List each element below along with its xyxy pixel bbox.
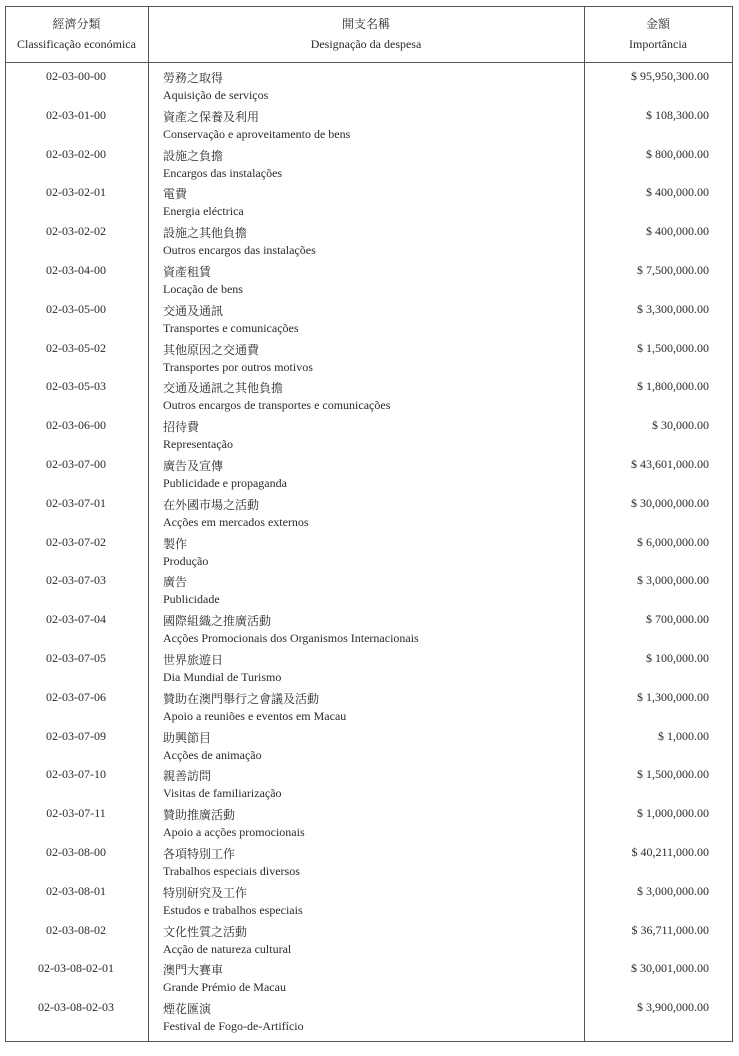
header-classification xyxy=(5,14,148,54)
row-designation-zh: 招待費 xyxy=(163,420,200,435)
row-designation-pt: Produção xyxy=(163,553,209,568)
header-classification-pt: Classificação económica xyxy=(17,37,136,51)
row-amount: $ 1,000,000.00 xyxy=(637,806,709,821)
row-code: 02-03-02-00 xyxy=(46,146,106,161)
row-designation-pt: Visitas de familiarização xyxy=(163,786,282,801)
header-designation-zh: 開支名稱 xyxy=(341,17,390,31)
row-designation-pt: Outros encargos das instalações xyxy=(163,243,316,258)
table-row xyxy=(5,920,733,959)
row-amount: $ 43,601,000.00 xyxy=(631,457,709,471)
row-amount: $ 1,300,000.00 xyxy=(637,689,709,704)
row-code: 02-03-07-01 xyxy=(46,495,106,510)
row-designation-pt: Energia eléctrica xyxy=(163,204,244,219)
table-row xyxy=(5,532,733,571)
table-row xyxy=(5,338,733,377)
row-amount: $ 3,300,000.00 xyxy=(637,301,709,316)
row-designation-zh: 贊助在澳門舉行之會議及活動 xyxy=(163,691,320,706)
row-code: 02-03-07-02 xyxy=(46,534,106,549)
budget-table xyxy=(5,6,733,1042)
row-designation-pt: Conservação e aproveitamento de bens xyxy=(163,126,351,141)
table-row xyxy=(5,803,733,842)
row-designation-zh: 製作 xyxy=(163,536,188,551)
table-row xyxy=(5,609,733,648)
row-designation-zh: 煙花匯演 xyxy=(163,1002,212,1017)
table-border-bottom xyxy=(5,1041,733,1042)
table-header xyxy=(5,6,733,62)
table-row xyxy=(5,997,733,1036)
row-designation-zh: 贊助推廣活動 xyxy=(163,808,236,823)
row-designation-pt: Acção de natureza cultural xyxy=(163,941,292,956)
row-amount: $ 6,000,000.00 xyxy=(637,534,709,549)
row-code: 02-03-00-00 xyxy=(46,69,106,83)
row-amount: $ 40,211,000.00 xyxy=(631,845,709,859)
row-designation-zh: 交通及通訊 xyxy=(163,303,224,318)
table-row xyxy=(5,687,733,726)
row-code: 02-03-05-02 xyxy=(46,340,106,355)
row-designation-pt: Acções de animação xyxy=(163,747,262,762)
row-designation-zh: 其他原因之交通費 xyxy=(163,342,260,357)
row-amount: $ 30,001,000.00 xyxy=(631,961,709,976)
row-designation-zh: 助興節目 xyxy=(163,730,212,745)
row-designation-zh: 廣告 xyxy=(163,575,188,590)
row-amount: $ 100,000.00 xyxy=(646,651,709,665)
header-designation-pt: Designação da despesa xyxy=(310,37,422,51)
row-designation-zh: 勞務之取得 xyxy=(163,71,224,85)
row-code: 02-03-07-06 xyxy=(46,689,106,704)
table-row xyxy=(5,648,733,687)
table-row xyxy=(5,182,733,221)
table-row xyxy=(5,493,733,532)
table-row xyxy=(5,454,733,493)
row-designation-pt: Encargos das instalações xyxy=(163,165,283,180)
row-designation-zh: 親善訪問 xyxy=(163,769,212,784)
row-amount: $ 30,000,000.00 xyxy=(631,495,709,510)
row-code: 02-03-08-02 xyxy=(46,922,106,937)
row-code: 02-03-02-02 xyxy=(46,224,106,239)
header-divider xyxy=(5,62,733,63)
header-designation xyxy=(148,14,584,54)
table-row xyxy=(5,726,733,765)
row-code: 02-03-08-00 xyxy=(46,845,106,859)
row-code: 02-03-07-11 xyxy=(46,806,106,821)
table-row xyxy=(5,958,733,997)
table-row xyxy=(5,764,733,803)
row-designation-zh: 資產租賃 xyxy=(163,265,212,279)
row-code: 02-03-07-04 xyxy=(46,612,106,627)
row-designation-zh: 在外國市場之活動 xyxy=(163,497,260,512)
row-code: 02-03-06-00 xyxy=(46,418,106,433)
row-code: 02-03-07-10 xyxy=(46,767,106,782)
table-row xyxy=(5,376,733,415)
row-amount: $ 3,900,000.00 xyxy=(637,1000,709,1015)
row-amount: $ 700,000.00 xyxy=(646,612,709,627)
row-designation-zh: 設施之其他負擔 xyxy=(163,226,248,241)
row-designation-zh: 國際組織之推廣活動 xyxy=(163,614,272,629)
row-designation-zh: 交通及通訊之其他負擔 xyxy=(163,381,284,396)
row-designation-zh: 世界旅遊日 xyxy=(163,653,224,667)
row-amount: $ 1,500,000.00 xyxy=(637,767,709,782)
table-row xyxy=(5,570,733,609)
row-designation-zh: 各項特別工作 xyxy=(163,847,236,861)
row-designation-pt: Grande Prémio de Macau xyxy=(163,980,286,995)
row-code: 02-03-07-00 xyxy=(46,457,106,471)
row-amount: $ 400,000.00 xyxy=(646,224,709,239)
row-code: 02-03-02-01 xyxy=(46,185,106,200)
row-designation-pt: Transportes por outros motivos xyxy=(163,359,313,374)
row-designation-pt: Apoio a acções promocionais xyxy=(163,825,305,840)
header-amount xyxy=(584,14,732,54)
table-row xyxy=(5,881,733,920)
row-amount: $ 1,500,000.00 xyxy=(637,340,709,355)
row-code: 02-03-08-02-01 xyxy=(38,961,114,976)
row-designation-pt: Outros encargos de transportes e comunicações xyxy=(163,398,391,413)
row-designation-pt: Publicidade e propaganda xyxy=(163,476,287,490)
row-code: 02-03-07-03 xyxy=(46,573,106,588)
row-amount: $ 800,000.00 xyxy=(646,146,709,161)
table-row xyxy=(5,842,733,881)
row-code: 02-03-07-05 xyxy=(46,651,106,665)
row-code: 02-03-04-00 xyxy=(46,263,106,277)
row-code: 02-03-08-01 xyxy=(46,883,106,898)
row-designation-zh: 特別研究及工作 xyxy=(163,885,248,900)
row-designation-pt: Acções Promocionais dos Organismos Internacionais xyxy=(163,631,419,646)
row-code: 02-03-05-03 xyxy=(46,379,106,394)
row-amount: $ 3,000,000.00 xyxy=(637,573,709,588)
row-designation-zh: 設施之負擔 xyxy=(163,148,224,163)
row-designation-pt: Apoio a reuniões e eventos em Macau xyxy=(163,708,347,723)
table-row xyxy=(5,66,733,105)
header-classification-zh: 經濟分類 xyxy=(52,17,101,31)
row-code: 02-03-05-00 xyxy=(46,301,106,316)
table-row xyxy=(5,221,733,260)
table-row xyxy=(5,415,733,454)
row-code: 02-03-08-02-03 xyxy=(38,1000,114,1015)
table-row xyxy=(5,299,733,338)
table-row xyxy=(5,144,733,183)
row-amount: $ 1,000.00 xyxy=(658,728,709,743)
row-amount: $ 108,300.00 xyxy=(646,107,709,122)
row-designation-pt: Dia Mundial de Turismo xyxy=(163,670,282,684)
row-amount: $ 7,500,000.00 xyxy=(637,263,709,277)
row-designation-pt: Transportes e comunicações xyxy=(163,320,299,335)
row-designation-pt: Acções em mercados externos xyxy=(163,514,309,529)
row-designation-pt: Representação xyxy=(163,437,233,452)
table-row xyxy=(5,260,733,299)
row-designation-pt: Festival de Fogo-de-Artifício xyxy=(163,1019,304,1034)
row-amount: $ 95,950,300.00 xyxy=(631,69,709,83)
row-designation-zh: 電費 xyxy=(163,187,188,202)
row-designation-zh: 文化性質之活動 xyxy=(163,924,248,939)
row-designation-pt: Aquisição de serviços xyxy=(163,88,269,102)
row-code: 02-03-01-00 xyxy=(46,107,106,122)
row-designation-zh: 澳門大賽車 xyxy=(163,963,224,978)
row-designation-pt: Publicidade xyxy=(163,592,220,607)
row-code: 02-03-07-09 xyxy=(46,728,106,743)
row-amount: $ 3,000,000.00 xyxy=(637,883,709,898)
row-amount: $ 1,800,000.00 xyxy=(637,379,709,394)
row-designation-pt: Trabalhos especiais diversos xyxy=(163,864,300,878)
header-amount-zh: 金額 xyxy=(645,17,670,31)
row-amount: $ 30,000.00 xyxy=(652,418,709,433)
row-amount: $ 400,000.00 xyxy=(646,185,709,200)
row-amount: $ 36,711,000.00 xyxy=(631,922,709,937)
row-designation-pt: Locação de bens xyxy=(163,282,243,296)
header-amount-pt: Importância xyxy=(629,37,687,51)
row-designation-zh: 資產之保養及利用 xyxy=(163,109,260,124)
row-designation-pt: Estudos e trabalhos especiais xyxy=(163,902,303,917)
table-row xyxy=(5,105,733,144)
row-designation-zh: 廣告及宣傳 xyxy=(163,459,224,473)
